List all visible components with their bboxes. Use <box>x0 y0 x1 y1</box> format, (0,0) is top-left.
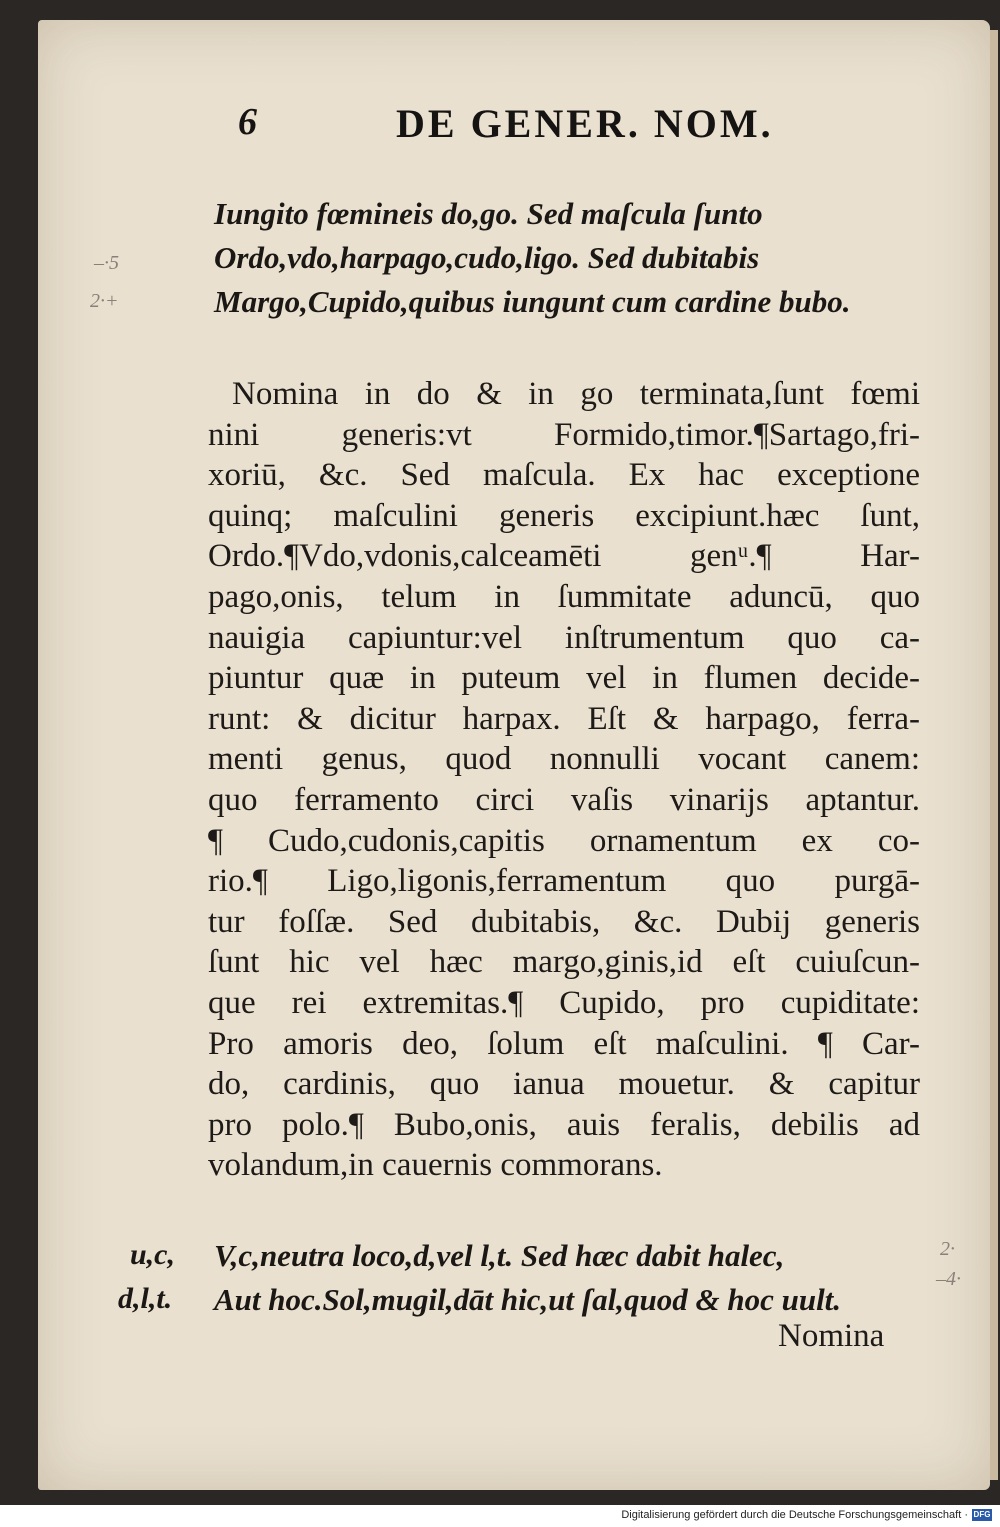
margin-pencil-note: –·5 <box>94 252 119 274</box>
commentary-line: pro polo.¶ Bubo,onis, auis feralis, debilis ad <box>208 1106 920 1143</box>
commentary-line: rio.¶ Ligo,ligonis,ferramentum quo purgā- <box>208 863 920 900</box>
commentary-line: ¶ Cudo,cudonis,capitis ornamentum ex co- <box>208 822 920 859</box>
margin-rule-label: d,l,t. <box>118 1282 173 1315</box>
verse-line: Iungito fœmineis do,go. Sed maſcula ſunto <box>214 196 763 231</box>
commentary-line: menti genus, quod nonnulli vocant canem: <box>208 741 920 778</box>
verse-line: V,c,neutra loco,d,vel l,t. Sed hæc dabit halec, <box>214 1238 785 1273</box>
commentary-line: quinq; maſculini generis excipiunt.hæc ſunt, <box>208 497 920 534</box>
commentary-line: nauigia capiuntur:vel inſtrumentum quo ca- <box>208 619 920 656</box>
running-title: DE GENER. NOM. <box>396 101 774 146</box>
margin-pencil-note: 2· <box>940 1238 955 1260</box>
commentary-line: runt: & dicitur harpax. Eſt & harpago, ferra- <box>208 700 920 737</box>
commentary-line: que rei extremitas.¶ Cupido, pro cupiditate: <box>208 984 920 1021</box>
commentary-line: pago,onis, telum in ſummitate aduncū, quo <box>208 578 920 615</box>
verse-line: Aut hoc.Sol,mugil,dāt hic,ut ſal,quod & hoc uult. <box>214 1282 842 1317</box>
margin-pencil-note: 2·+ <box>90 290 119 312</box>
margin-rule-label: u,c, <box>130 1238 175 1271</box>
commentary-line: tur foſſæ. Sed dubitabis, &c. Dubij generis <box>208 903 920 940</box>
commentary-line: Nomina in do & in go terminata,ſunt fœmi <box>232 376 920 412</box>
funding-credit: Digitalisierung gefördert durch die Deutsche Forschungsgemeinschaft · <box>621 1509 968 1521</box>
commentary-line: ſunt hic vel hæc margo,ginis,id eſt cuiuſcun- <box>208 944 920 981</box>
verse-line: Ordo,vdo,harpago,cudo,ligo. Sed dubitabis <box>214 240 760 275</box>
commentary-text <box>208 374 920 1186</box>
commentary-line: do, cardinis, quo ianua mouetur. & capitur <box>208 1066 920 1103</box>
folio-number: 6 <box>238 101 257 143</box>
commentary-line: Pro amoris deo, ſolum eſt maſculini. ¶ Car- <box>208 1025 920 1062</box>
dfg-logo-icon: DFG <box>973 1510 991 1519</box>
commentary-line: Ordo.¶Vdo,vdonis,calceamēti genᵘ.¶ Har- <box>208 538 920 575</box>
page-header <box>238 100 838 160</box>
commentary-line: nini generis:vt Formido,timor.¶Sartago,fri- <box>208 416 920 453</box>
commentary-line: quo ferramento circi vaſis vinarijs aptantur. <box>208 781 920 818</box>
commentary-line: piuntur quæ in puteum vel in flumen decide- <box>208 660 920 697</box>
commentary-line: xoriū, &c. Sed maſcula. Ex hac exceptione <box>208 457 920 494</box>
catchword: Nomina <box>778 1318 885 1354</box>
commentary-line: volandum,in cauernis commorans. <box>208 1147 663 1184</box>
verse-line: Margo,Cupido,quibus iungunt cum cardine bubo. <box>214 284 851 319</box>
margin-pencil-note: –4· <box>936 1268 961 1290</box>
